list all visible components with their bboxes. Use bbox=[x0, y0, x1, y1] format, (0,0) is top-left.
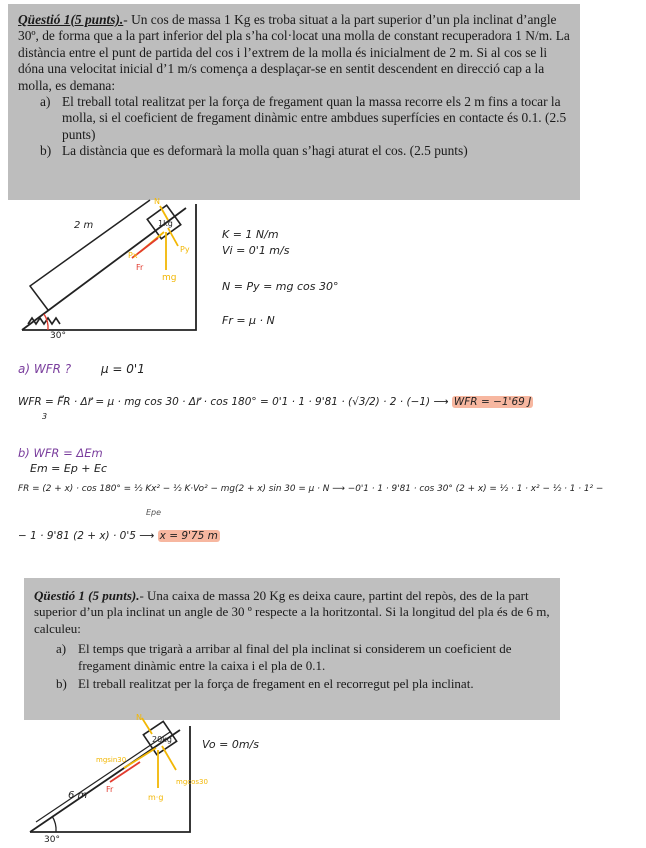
py-label: Py bbox=[180, 245, 190, 254]
note-friction: Fr = μ · N bbox=[222, 314, 275, 327]
question-2-part-a: a) El temps que trigarà a arribar al final del pla inclinat si considerem un coeficient de fregament dinàmic entre la caixa i el pla de 0.1. bbox=[56, 641, 512, 673]
question-1-text: - Un cos de massa 1 Kg es troba situat a la part superior d’un pla inclinat d’angle 30º, de forma que a la part inferior del pla s’ha col·locat una molla de constant recuperadora 1 N/m. La distància entre el punt de partida del cos i l’extrem de la molla és inicialment de 2 m. Si al cos se li dóna una velocitat inicial d’1 m/s comença a desplaçar-se en sentit descendent en direcció cap a la molla, es demana: bbox=[18, 12, 570, 93]
comp1-arrow bbox=[124, 748, 156, 768]
angle-label: 30° bbox=[50, 331, 66, 341]
normal2-label: N bbox=[136, 713, 142, 722]
question-1-part-a: a) El treball total realitzat per la força de fregament quan la massa recorre els 2 m fins a tocar la molla, si el coeficient de fregament dinàmic entre ambdues superfícies en contacte és 0.1. (2.5 punts) bbox=[40, 94, 567, 142]
question-2-text: - Una caixa de massa 20 Kg es deixa caure, partint del repòs, des de la part superior d’un pla inclinat un angle de 30 º respecte a la horitzontal. Si la longitud del pla és de 6 m, calculeu: bbox=[34, 588, 550, 636]
inclined-plane-diagram-1 bbox=[0, 198, 220, 348]
angle2-arc bbox=[52, 816, 56, 832]
comp1-label: mgsin30 bbox=[96, 756, 127, 764]
px-label: Px bbox=[128, 251, 138, 260]
question-1-statement bbox=[18, 12, 570, 94]
solution-b-line3: FR = (2 + x) · cos 180° = ½ Kx² − ½ K·Vo² − mg(2 + x) sin 30 = μ · N ⟶ −0'1 · 1 · 9'81 · cos 30° (2 + x) = ½ · 1 · x² − ½ · 1 · 1² − bbox=[18, 484, 604, 494]
normal-label: N bbox=[154, 198, 160, 206]
distance2-label: 6 m bbox=[68, 790, 88, 801]
solution-a-under-note: 3 bbox=[42, 412, 48, 421]
solution-b-under-note: Epe bbox=[146, 508, 162, 517]
question-2-part-b: b) El treball realitzat per la força de fregament en el recorregut pel pla inclinat. bbox=[56, 676, 474, 692]
friction-label: Fr bbox=[136, 263, 144, 272]
solution-a-heading: a) WFR ? μ = 0'1 bbox=[18, 362, 145, 376]
solution-b-result: x = 9'75 m bbox=[159, 530, 218, 542]
friction2-arrow bbox=[110, 762, 140, 782]
weight-label: mg bbox=[162, 273, 177, 283]
inclined-plane-diagram-2 bbox=[0, 712, 240, 848]
solution-b-line1: b) WFR = ΔEm bbox=[18, 446, 103, 460]
note-normal: N = Py = mg cos 30° bbox=[222, 280, 339, 293]
solution-b-line2: Em = Ep + Ec bbox=[30, 462, 108, 475]
distance-label: 2 m bbox=[74, 220, 94, 231]
question-2-statement bbox=[34, 588, 550, 637]
angle2-label: 30° bbox=[44, 835, 60, 845]
comp2-label: mgcos30 bbox=[176, 778, 208, 786]
friction2-label: Fr bbox=[106, 785, 114, 794]
mass2-label: 20kg bbox=[152, 735, 172, 744]
weight2-label: m·g bbox=[148, 793, 164, 802]
question-1-title: Qüestió 1(5 punts). bbox=[18, 12, 124, 27]
question-2-title: Qüestió 1 (5 punts). bbox=[34, 588, 140, 603]
mass-label: 1kg bbox=[158, 219, 173, 228]
question-1-part-b: b) La distància que es deformarà la molla quan s’hagi aturat el cos. (2.5 punts) bbox=[40, 143, 468, 159]
solution-b-line4: − 1 · 9'81 (2 + x) · 0'5 ⟶ x = 9'75 m bbox=[18, 530, 218, 542]
vo-note: Vo = 0m/s bbox=[202, 738, 259, 751]
note-vi: Vi = 0'1 m/s bbox=[222, 244, 290, 257]
solution-a-equation: WFR = F⃗R · Δr⃗ = μ · mg cos 30 · Δr⃗ · cos 180° = 0'1 · 1 · 9'81 · (√3/2) · 2 · (−1) ⟶ WFR = −1'69 J bbox=[18, 396, 532, 408]
solution-a-result: WFR = −1'69 J bbox=[453, 396, 532, 408]
note-k: K = 1 N/m bbox=[222, 228, 279, 241]
question-1-box bbox=[8, 4, 580, 200]
question-2-box bbox=[24, 578, 560, 720]
comp2-arrow bbox=[162, 746, 176, 770]
